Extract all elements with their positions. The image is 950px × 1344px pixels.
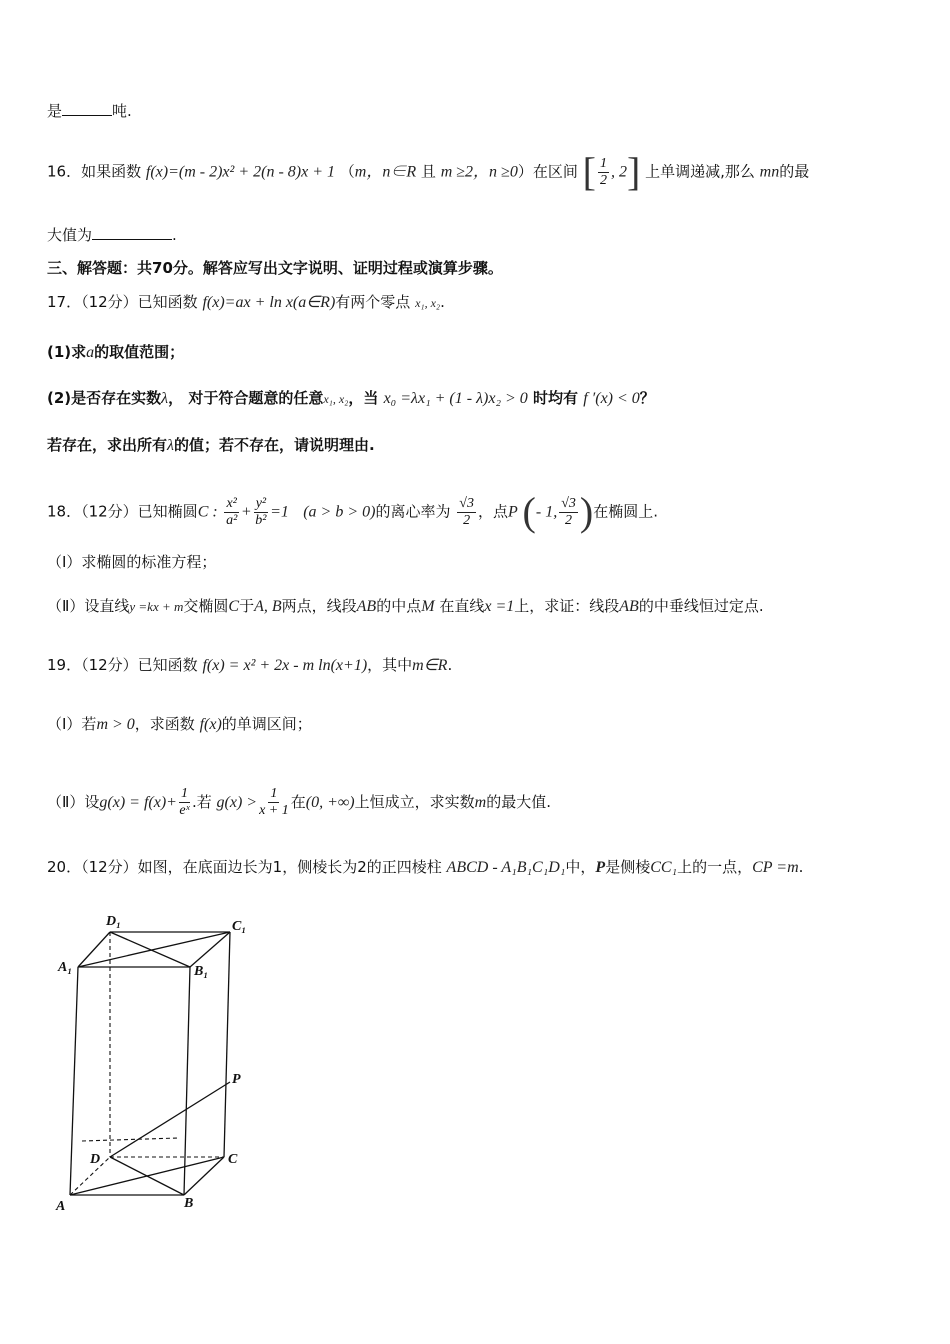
- q18-point-y: [559, 496, 578, 529]
- q18-part1: （Ⅰ）求椭圆的标准方程；: [47, 553, 217, 571]
- q18-p2-g: 上，求证：线段: [514, 597, 620, 615]
- answer-blank[interactable]: [92, 225, 172, 240]
- q16-end: .: [172, 226, 177, 244]
- q17-part1-label: (1)求: [47, 343, 87, 361]
- edge-A1A: [70, 967, 78, 1195]
- q16-interval-text: ）在区间: [517, 162, 578, 181]
- q16-number: 16．如果函数: [47, 162, 142, 181]
- q16-text-after: 上单调递减,那么: [645, 162, 755, 181]
- q16-function: f(x)=(m - 2)x² + 2(n - 8)x + 1: [145, 163, 335, 181]
- fraction-numerator: √3: [459, 495, 474, 511]
- q18-right-paren: ): [579, 489, 594, 534]
- q17-function: f(x)=ax + ln x(a∈R): [202, 294, 336, 311]
- fraction-denominator: 2: [463, 512, 471, 528]
- q17-line1: [47, 292, 910, 313]
- q18-ecc-value: [457, 496, 476, 529]
- q17-var-a: a: [86, 344, 95, 361]
- q20-prism: ABCD - A₁B₁C₁D₁: [446, 859, 566, 876]
- q19-line1: [47, 655, 910, 676]
- q18-eq: =1: [270, 503, 289, 521]
- q17-line2b: 的值；若不存在，请说明理由.: [173, 436, 375, 454]
- q20-edge: CC₁: [650, 859, 678, 876]
- q19-end: .: [447, 656, 453, 674]
- q18-head: 18．（12分）已知椭圆: [47, 502, 198, 521]
- q16-tail: 的最: [779, 162, 810, 181]
- fraction-denominator: b²: [255, 512, 267, 528]
- q16-right-bracket: ]: [626, 149, 641, 194]
- label-A1: A₁: [58, 960, 73, 975]
- q17-end: .: [440, 293, 445, 311]
- q20-end: .: [798, 858, 804, 876]
- fraction-numerator: 1: [180, 786, 188, 801]
- q17-lambda: λ: [161, 390, 169, 407]
- prism-figure: [48, 905, 268, 1220]
- q16-mn: mn: [759, 163, 780, 181]
- label-B: B: [184, 1196, 194, 1211]
- hidden-section-line: [82, 1138, 178, 1141]
- q18-plus: +: [240, 503, 252, 521]
- fraction-denominator: a²: [226, 512, 238, 528]
- q18-AB: A, B: [254, 598, 282, 615]
- q19-p2-d: 上恒成立，求实数: [354, 793, 475, 811]
- q19-p1-cond: m > 0: [96, 716, 135, 733]
- q18-p2-C: C: [228, 598, 240, 615]
- q16-fraction: [598, 156, 609, 189]
- q20-mid: 中，: [565, 858, 596, 876]
- q16-line2: [47, 225, 910, 245]
- q19-m: m: [474, 794, 487, 811]
- q19-p2-e: 的最大值.: [486, 793, 551, 811]
- q17-vars: x₁, x₂: [323, 392, 349, 406]
- q16-and: 且: [420, 162, 436, 181]
- q19-frac-ex: [179, 786, 190, 819]
- q20-P: P: [595, 859, 606, 876]
- q18-part2: [47, 596, 910, 617]
- fraction-numerator: 1: [599, 155, 607, 171]
- q19-part1: [47, 714, 910, 735]
- q16-line1: [47, 149, 910, 194]
- q19-condition: m∈R: [412, 657, 448, 674]
- q19-p1-a: （Ⅰ）若: [47, 715, 97, 733]
- q15-tail: [47, 101, 910, 121]
- q18-point-text: ，点: [477, 502, 508, 521]
- q19-part2: [47, 786, 910, 819]
- q17-mid: 有两个零点: [335, 293, 411, 311]
- q18-line1: [47, 489, 910, 534]
- q17-part2-text2: ，当: [348, 389, 379, 407]
- q17-line2a: 若存在，求出所有: [47, 436, 168, 454]
- fraction-numerator: y²: [255, 495, 267, 511]
- q19-interval: (0, +∞): [305, 794, 355, 811]
- q17-part2-line2: [47, 435, 910, 456]
- q19-p1-b: ，求函数: [134, 715, 195, 733]
- line-DP: [110, 1082, 230, 1157]
- q18-p2-c: 于: [239, 597, 255, 615]
- q16-interval-end: , 2: [610, 163, 627, 181]
- fraction-numerator: x²: [226, 495, 237, 511]
- q16-condition-2: m ≥2，n ≥0: [440, 163, 518, 181]
- q18-end: 在椭圆上.: [593, 502, 658, 521]
- fraction-denominator: 2: [565, 512, 573, 528]
- q18-line: y =kx + m: [129, 599, 184, 614]
- q18-M: M: [421, 598, 435, 615]
- q19-p2-b: .若: [191, 793, 212, 811]
- section-heading: 三、解答题：共70分。解答应写出文字说明、证明过程或演算步骤。: [47, 259, 503, 277]
- q20-cp: CP =m: [752, 859, 799, 876]
- q17-part2-text3: 时均有: [533, 389, 579, 407]
- q17-condition: x₀ =λx₁ + (1 - λ)x₂ > 0: [383, 390, 528, 407]
- q18-frac-x: [224, 496, 238, 529]
- q19-p2-a: （Ⅱ）设: [47, 793, 100, 811]
- q18-P: P: [507, 503, 518, 521]
- q19-p1-c: 的单调区间；: [221, 715, 312, 733]
- q18-ecc-text: 的离心率为: [375, 502, 451, 521]
- q19-head: 19．（12分）已知函数: [47, 656, 198, 674]
- q17-zeros: x₁, x₂: [415, 296, 441, 310]
- q18-left-paren: (: [522, 489, 536, 534]
- fraction-numerator: √3: [561, 495, 576, 511]
- label-C: C: [228, 1152, 238, 1167]
- q19-frac-x1: [259, 786, 289, 819]
- fraction-denominator: 2: [599, 172, 607, 188]
- q19-mid: ，其中: [367, 656, 413, 674]
- q19-g: g(x) = f(x)+: [99, 794, 177, 811]
- q20-head: 20．（12分）如图，在底面边长为1，侧棱长为2的正四棱柱: [47, 858, 442, 876]
- q20-mid3: 上的一点，: [677, 858, 753, 876]
- q19-p1-f: f(x): [199, 716, 222, 733]
- q18-x1: x =1: [484, 598, 515, 615]
- answer-blank[interactable]: [62, 101, 112, 116]
- q18-condition: (a > b > 0): [303, 503, 376, 521]
- q15-suffix: 吨.: [112, 102, 132, 120]
- fraction-denominator: x + 1: [259, 803, 289, 818]
- q18-point-x: - 1,: [535, 503, 558, 521]
- fraction-numerator: 1: [270, 786, 278, 801]
- q18-p2-e: 的中点: [376, 597, 422, 615]
- q16-left-bracket: [: [582, 149, 596, 194]
- q16-paren: （: [339, 162, 355, 181]
- q18-C: C :: [197, 503, 218, 521]
- label-A: A: [56, 1199, 66, 1214]
- q18-p2-d: 两点，线段: [281, 597, 357, 615]
- q19-function: f(x) = x² + 2x - m ln(x+1): [202, 657, 368, 674]
- q17-derivative: f ′(x) < 0: [583, 390, 640, 407]
- edge-C1C: [224, 932, 230, 1157]
- edge-D1A1: [78, 932, 110, 967]
- diag-D1B1: [110, 932, 190, 967]
- label-C1: C₁: [232, 919, 247, 934]
- q16-line2-text: 大值为: [47, 226, 93, 244]
- diag-A1C1: [78, 932, 230, 967]
- q17-head: 17．（12分）已知函数: [47, 293, 198, 311]
- q18-p2-h: 的中垂线恒过定点.: [638, 597, 764, 615]
- q18-p2-a: （Ⅱ）设直线: [47, 597, 130, 615]
- q17-part2: [47, 388, 910, 409]
- q17-part2-label: (2)是否存在实数: [47, 389, 162, 407]
- line-BD: [110, 1157, 184, 1195]
- q19-p2-c: 在: [290, 793, 306, 811]
- q20-mid2: 是侧棱: [605, 858, 651, 876]
- label-D: D: [90, 1152, 101, 1167]
- edge-BC: [184, 1157, 224, 1195]
- q15-prefix: 是: [47, 102, 63, 120]
- q17-part2-text1: ， 对于符合题意的任意: [168, 389, 324, 407]
- q18-p2-b: 交椭圆: [183, 597, 229, 615]
- q18-frac-y: [254, 496, 268, 529]
- fraction-denominator: eˣ: [179, 803, 190, 818]
- label-P: P: [232, 1072, 241, 1087]
- q17-lambda-2: λ: [167, 437, 174, 454]
- edge-B1B: [184, 967, 190, 1195]
- q18-AB-2: AB: [356, 598, 377, 615]
- q17-question-mark: ？: [639, 389, 655, 407]
- label-B1: B₁: [194, 964, 209, 979]
- q19-inequality: g(x) >: [216, 794, 258, 811]
- label-D1: D₁: [106, 914, 121, 929]
- q16-condition-1: m，n∈R: [354, 163, 417, 181]
- q20-line1: [47, 857, 910, 878]
- q18-p2-f: 在直线: [439, 597, 485, 615]
- q18-AB-3: AB: [619, 598, 639, 615]
- q17-part1: [47, 342, 910, 363]
- q17-part1-text: 的取值范围；: [94, 343, 185, 361]
